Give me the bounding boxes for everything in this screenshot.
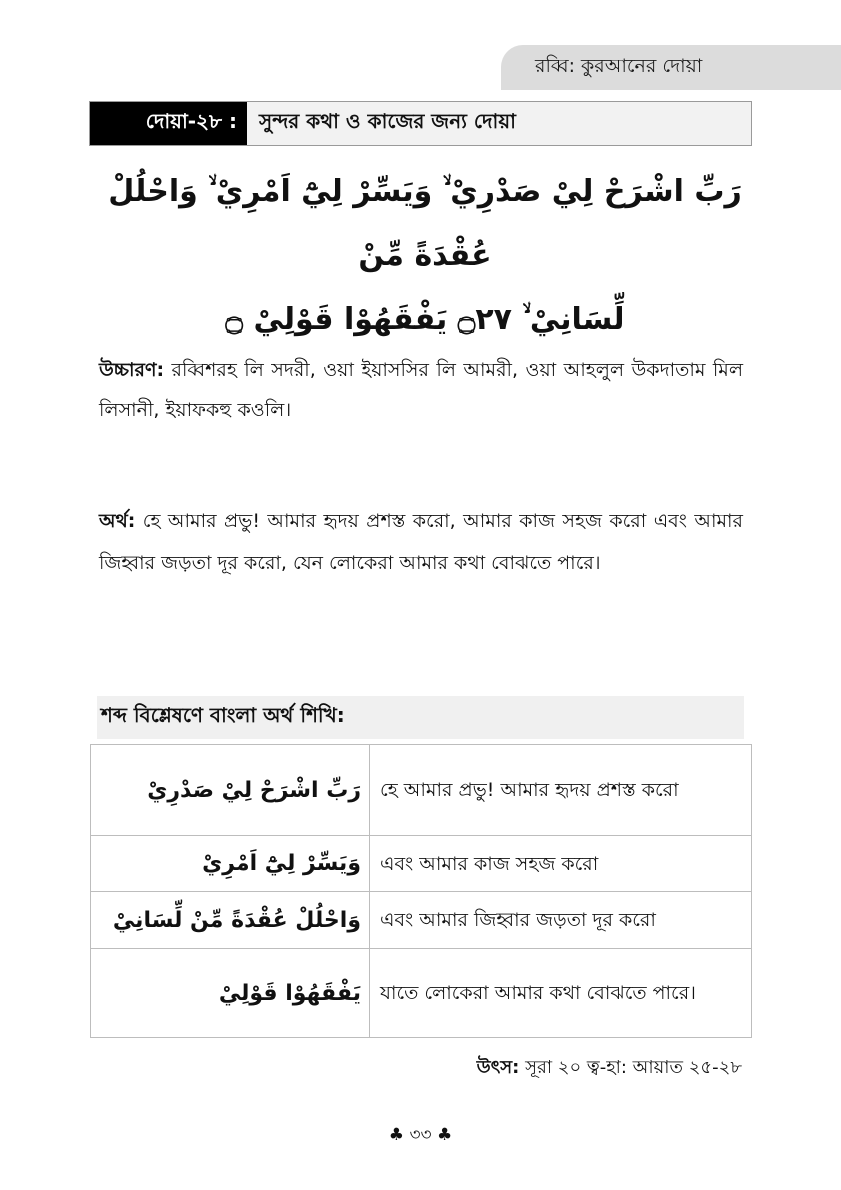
arabic-cell: وَاحْلُلْ عُقْدَةً مِّنْ لِّسَانِيْ [91,892,370,949]
arabic-verse [95,160,755,352]
table-row [91,745,752,836]
arabic-cell: وَيَسِّرْ لِيْٓ اَمْرِيْ [91,836,370,892]
bangla-cell: এবং আমার কাজ সহজ করো [370,836,752,892]
table-row [91,836,752,892]
dua-number-label: দোয়া-২৮ : [90,102,247,145]
meaning-paragraph [99,500,743,584]
word-analysis-heading-text: শব্দ বিশ্লেষণে বাংলা অর্থ শিখি: [101,703,345,727]
dua-title-box [89,101,752,146]
arabic-cell: رَبِّ اشْرَحْ لِيْ صَدْرِيْ [91,745,370,836]
club-icon: ♣ [388,1125,405,1145]
arabic-verse-line-2: لِّسَانِيْ ۙ ۝٢٧ يَفْقَهُوْا قَوْلِيْ ۝ [225,302,625,337]
word-analysis-table [90,744,752,1038]
table-row [91,949,752,1038]
bangla-cell: এবং আমার জিহ্বার জড়তা দূর করো [370,892,752,949]
club-icon: ♣ [436,1125,453,1145]
pronunciation-paragraph [99,350,743,430]
meaning-text: হে আমার প্রভু! আমার হৃদয় প্রশস্ত করো, আমার কাজ সহজ করো এবং আমার জিহ্বার জড়তা দূর করো, যেন লোকেরা আমার কথা বোঝতে পারে। [99,510,743,574]
bangla-cell: হে আমার প্রভু! আমার হৃদয় প্রশস্ত করো [370,745,752,836]
pronunciation-text: রব্বিশরহ লি সদরী, ওয়া ইয়াসসির লি আমরী, ওয়া আহলুল উকদাতাম মিল লিসানী, ইয়াফকহু কওলি। [99,359,743,421]
table-row [91,892,752,949]
arabic-cell: يَفْقَهُوْا قَوْلِيْ [91,949,370,1038]
meaning-label: অর্থ: [99,510,136,532]
page-number [0,1122,841,1150]
source-label: উৎস: [476,1057,520,1078]
bangla-cell: যাতে লোকেরা আমার কথা বোঝতে পারে। [370,949,752,1038]
word-analysis-heading [97,696,744,739]
chapter-header-tab [501,45,841,90]
source-text: সূরা ২০ ত্ব-হা: আয়াত ২৫-২৮ [525,1057,742,1078]
source-citation [477,1053,742,1084]
chapter-title: রব্বি: কুরআনের দোয়া [535,54,703,77]
page-number-text: ৩৩ [409,1125,432,1145]
dua-title: সুন্দর কথা ও কাজের জন্য দোয়া [259,109,516,133]
pronunciation-label: উচ্চারণ: [99,359,165,381]
arabic-verse-line-1: رَبِّ اشْرَحْ لِيْ صَدْرِيْ ۙ وَيَسِّرْ لِيْٓ اَمْرِيْ ۙ وَاحْلُلْ عُقْدَةً مِّنْ [108,174,742,273]
